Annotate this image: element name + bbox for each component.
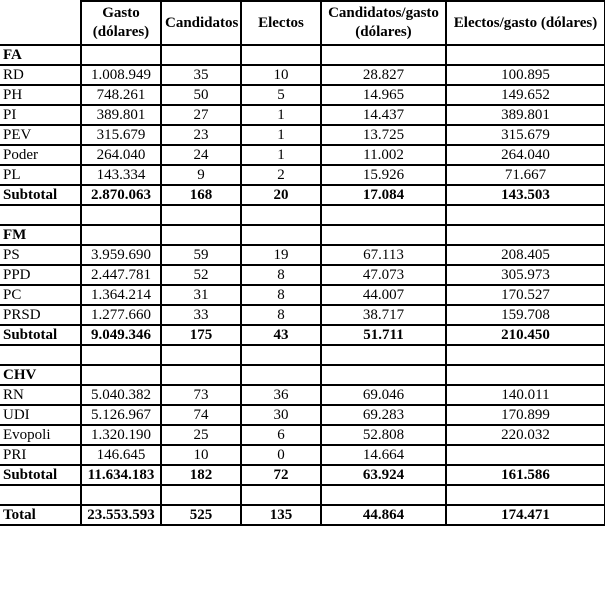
cell-electos-gasto: 149.652 bbox=[446, 85, 605, 105]
cell-candidatos: 9 bbox=[161, 165, 241, 185]
table-row bbox=[0, 105, 605, 125]
cell-cand-gasto: 13.725 bbox=[321, 125, 446, 145]
cell-gasto: 315.679 bbox=[81, 125, 161, 145]
header-candidatos-gasto-line2: (dólares) bbox=[355, 24, 412, 40]
row-label: FM bbox=[0, 225, 81, 245]
cell-candidatos bbox=[161, 345, 241, 365]
cell-cand-gasto: 11.002 bbox=[321, 145, 446, 165]
cell-electos-gasto bbox=[446, 365, 605, 385]
cell-candidatos bbox=[161, 205, 241, 225]
cell-cand-gasto: 15.926 bbox=[321, 165, 446, 185]
cell-electos-gasto: 305.973 bbox=[446, 265, 605, 285]
cell-electos: 43 bbox=[241, 325, 321, 345]
group-row bbox=[0, 365, 605, 385]
cell-electos: 30 bbox=[241, 405, 321, 425]
cell-gasto: 143.334 bbox=[81, 165, 161, 185]
cell-electos bbox=[241, 345, 321, 365]
cell-cand-gasto bbox=[321, 45, 446, 65]
row-label: Poder bbox=[0, 145, 81, 165]
cell-electos bbox=[241, 225, 321, 245]
row-label: UDI bbox=[0, 405, 81, 425]
empty-row bbox=[0, 205, 605, 225]
cell-gasto: 146.645 bbox=[81, 445, 161, 465]
cell-electos-gasto: 71.667 bbox=[446, 165, 605, 185]
cell-gasto: 9.049.346 bbox=[81, 325, 161, 345]
cell-electos: 36 bbox=[241, 385, 321, 405]
row-label: PC bbox=[0, 285, 81, 305]
table-row bbox=[0, 165, 605, 185]
cell-electos-gasto bbox=[446, 445, 605, 465]
cell-electos-gasto bbox=[446, 45, 605, 65]
cell-electos: 8 bbox=[241, 285, 321, 305]
cell-cand-gasto: 17.084 bbox=[321, 185, 446, 205]
row-label: FA bbox=[0, 45, 81, 65]
cell-candidatos: 31 bbox=[161, 285, 241, 305]
header-gasto bbox=[81, 1, 161, 45]
cell-candidatos: 25 bbox=[161, 425, 241, 445]
cell-gasto: 1.364.214 bbox=[81, 285, 161, 305]
empty-row bbox=[0, 345, 605, 365]
cell-candidatos bbox=[161, 45, 241, 65]
cell-electos: 2 bbox=[241, 165, 321, 185]
header-candidatos-gasto bbox=[321, 1, 446, 45]
row-label: PI bbox=[0, 105, 81, 125]
cell-gasto: 23.553.593 bbox=[81, 505, 161, 525]
cell-electos-gasto: 140.011 bbox=[446, 385, 605, 405]
cell-electos: 19 bbox=[241, 245, 321, 265]
cell-electos: 5 bbox=[241, 85, 321, 105]
cell-cand-gasto: 14.664 bbox=[321, 445, 446, 465]
cell-candidatos: 10 bbox=[161, 445, 241, 465]
cell-candidatos: 52 bbox=[161, 265, 241, 285]
row-label: PEV bbox=[0, 125, 81, 145]
row-label: PPD bbox=[0, 265, 81, 285]
cell-electos: 0 bbox=[241, 445, 321, 465]
empty-row bbox=[0, 485, 605, 505]
table-row bbox=[0, 385, 605, 405]
cell-electos: 6 bbox=[241, 425, 321, 445]
row-label bbox=[0, 345, 81, 365]
table-row bbox=[0, 85, 605, 105]
table-row bbox=[0, 285, 605, 305]
cell-gasto bbox=[81, 485, 161, 505]
table-row bbox=[0, 125, 605, 145]
cell-electos: 1 bbox=[241, 125, 321, 145]
row-label: Subtotal bbox=[0, 185, 81, 205]
cell-cand-gasto: 69.046 bbox=[321, 385, 446, 405]
cell-gasto: 1.008.949 bbox=[81, 65, 161, 85]
cell-candidatos: 168 bbox=[161, 185, 241, 205]
cell-candidatos: 74 bbox=[161, 405, 241, 425]
table-row bbox=[0, 405, 605, 425]
table-body bbox=[0, 45, 605, 525]
cell-cand-gasto bbox=[321, 225, 446, 245]
cell-cand-gasto bbox=[321, 365, 446, 385]
cell-electos-gasto: 143.503 bbox=[446, 185, 605, 205]
header-gasto-line2: (dólares) bbox=[92, 24, 150, 40]
cell-electos-gasto: 315.679 bbox=[446, 125, 605, 145]
cell-candidatos: 27 bbox=[161, 105, 241, 125]
cell-gasto bbox=[81, 365, 161, 385]
row-label: RD bbox=[0, 65, 81, 85]
cell-gasto: 2.870.063 bbox=[81, 185, 161, 205]
row-label bbox=[0, 205, 81, 225]
table-row bbox=[0, 445, 605, 465]
cell-electos: 1 bbox=[241, 145, 321, 165]
cell-candidatos: 59 bbox=[161, 245, 241, 265]
cell-cand-gasto: 14.965 bbox=[321, 85, 446, 105]
cell-electos-gasto bbox=[446, 205, 605, 225]
cell-cand-gasto: 69.283 bbox=[321, 405, 446, 425]
cell-electos: 8 bbox=[241, 305, 321, 325]
cell-electos-gasto: 389.801 bbox=[446, 105, 605, 125]
cell-candidatos: 33 bbox=[161, 305, 241, 325]
cell-electos-gasto: 170.527 bbox=[446, 285, 605, 305]
table-row bbox=[0, 145, 605, 165]
cell-electos-gasto bbox=[446, 485, 605, 505]
total-row bbox=[0, 505, 605, 525]
cell-gasto: 3.959.690 bbox=[81, 245, 161, 265]
cell-electos bbox=[241, 485, 321, 505]
cell-gasto: 11.634.183 bbox=[81, 465, 161, 485]
cell-gasto: 1.277.660 bbox=[81, 305, 161, 325]
row-label: Subtotal bbox=[0, 465, 81, 485]
subtotal-row bbox=[0, 465, 605, 485]
cell-cand-gasto: 47.073 bbox=[321, 265, 446, 285]
subtotal-row bbox=[0, 325, 605, 345]
row-label: Subtotal bbox=[0, 325, 81, 345]
row-label: PRI bbox=[0, 445, 81, 465]
cell-cand-gasto bbox=[321, 205, 446, 225]
row-label: RN bbox=[0, 385, 81, 405]
cell-electos-gasto: 161.586 bbox=[446, 465, 605, 485]
cell-cand-gasto: 44.864 bbox=[321, 505, 446, 525]
cell-candidatos: 525 bbox=[161, 505, 241, 525]
cell-electos-gasto: 210.450 bbox=[446, 325, 605, 345]
cell-electos bbox=[241, 45, 321, 65]
cell-cand-gasto: 44.007 bbox=[321, 285, 446, 305]
row-label: PS bbox=[0, 245, 81, 265]
row-label: PRSD bbox=[0, 305, 81, 325]
cell-gasto bbox=[81, 345, 161, 365]
cell-candidatos: 24 bbox=[161, 145, 241, 165]
table-row bbox=[0, 245, 605, 265]
cell-electos: 20 bbox=[241, 185, 321, 205]
cell-cand-gasto: 28.827 bbox=[321, 65, 446, 85]
table-row bbox=[0, 305, 605, 325]
cell-gasto: 1.320.190 bbox=[81, 425, 161, 445]
cell-gasto: 264.040 bbox=[81, 145, 161, 165]
cell-cand-gasto: 38.717 bbox=[321, 305, 446, 325]
header-electos: Electos bbox=[241, 1, 321, 45]
table-row bbox=[0, 265, 605, 285]
cell-cand-gasto bbox=[321, 345, 446, 365]
cell-electos-gasto: 220.032 bbox=[446, 425, 605, 445]
cell-electos bbox=[241, 365, 321, 385]
row-label: PL bbox=[0, 165, 81, 185]
cell-electos: 72 bbox=[241, 465, 321, 485]
cell-electos-gasto: 174.471 bbox=[446, 505, 605, 525]
cell-gasto: 5.126.967 bbox=[81, 405, 161, 425]
cell-electos bbox=[241, 205, 321, 225]
header-candidatos-gasto-line1: Candidatos/gasto bbox=[328, 5, 439, 21]
cell-gasto bbox=[81, 225, 161, 245]
cell-candidatos: 182 bbox=[161, 465, 241, 485]
subtotal-row bbox=[0, 185, 605, 205]
cell-candidatos bbox=[161, 365, 241, 385]
cell-candidatos: 175 bbox=[161, 325, 241, 345]
cell-electos: 1 bbox=[241, 105, 321, 125]
cell-gasto: 2.447.781 bbox=[81, 265, 161, 285]
cell-cand-gasto: 63.924 bbox=[321, 465, 446, 485]
cell-cand-gasto: 67.113 bbox=[321, 245, 446, 265]
cell-electos-gasto: 264.040 bbox=[446, 145, 605, 165]
cell-electos: 135 bbox=[241, 505, 321, 525]
cell-gasto: 748.261 bbox=[81, 85, 161, 105]
row-label: PH bbox=[0, 85, 81, 105]
cell-candidatos bbox=[161, 225, 241, 245]
cell-candidatos: 23 bbox=[161, 125, 241, 145]
cell-electos-gasto: 159.708 bbox=[446, 305, 605, 325]
cell-electos-gasto: 100.895 bbox=[446, 65, 605, 85]
row-label: CHV bbox=[0, 365, 81, 385]
header-row bbox=[0, 1, 605, 45]
cell-candidatos bbox=[161, 485, 241, 505]
cell-cand-gasto: 51.711 bbox=[321, 325, 446, 345]
cell-gasto: 389.801 bbox=[81, 105, 161, 125]
cell-gasto bbox=[81, 45, 161, 65]
cell-gasto: 5.040.382 bbox=[81, 385, 161, 405]
cell-electos: 8 bbox=[241, 265, 321, 285]
group-row bbox=[0, 225, 605, 245]
group-row bbox=[0, 45, 605, 65]
cell-gasto bbox=[81, 205, 161, 225]
row-label: Evopoli bbox=[0, 425, 81, 445]
cell-electos: 10 bbox=[241, 65, 321, 85]
cell-electos-gasto: 208.405 bbox=[446, 245, 605, 265]
header-electos-gasto: Electos/gasto (dólares) bbox=[446, 1, 605, 45]
row-label bbox=[0, 485, 81, 505]
cell-candidatos: 50 bbox=[161, 85, 241, 105]
table-row bbox=[0, 65, 605, 85]
header-candidatos: Candidatos bbox=[161, 1, 241, 45]
table-row bbox=[0, 425, 605, 445]
cell-candidatos: 35 bbox=[161, 65, 241, 85]
cell-electos-gasto bbox=[446, 225, 605, 245]
cell-cand-gasto: 52.808 bbox=[321, 425, 446, 445]
header-gasto-line1: Gasto bbox=[102, 5, 140, 21]
cell-cand-gasto: 14.437 bbox=[321, 105, 446, 125]
cell-cand-gasto bbox=[321, 485, 446, 505]
header-corner bbox=[0, 1, 81, 45]
cell-electos-gasto bbox=[446, 345, 605, 365]
cell-electos-gasto: 170.899 bbox=[446, 405, 605, 425]
row-label: Total bbox=[0, 505, 81, 525]
cell-candidatos: 73 bbox=[161, 385, 241, 405]
